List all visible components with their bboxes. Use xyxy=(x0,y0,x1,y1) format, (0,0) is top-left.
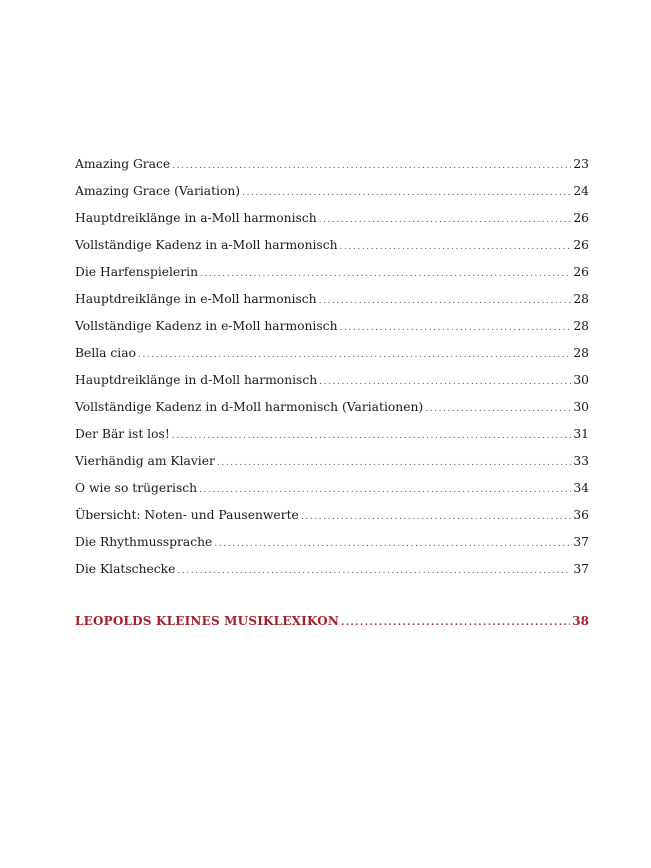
toc-leader-dots xyxy=(340,243,572,252)
toc-entry[interactable] xyxy=(75,319,589,346)
toc-entry-page: 37 xyxy=(573,535,589,549)
toc-entry-page: 33 xyxy=(573,454,589,468)
toc-leader-dots xyxy=(301,513,572,522)
toc-entry-title: Hauptdreiklänge in a-Moll harmonisch xyxy=(75,211,317,225)
toc-entry-title: Vierhändig am Klavier xyxy=(75,454,215,468)
toc-leader-dots xyxy=(200,270,571,279)
toc-entry[interactable] xyxy=(75,562,589,589)
toc-leader-dots xyxy=(319,216,572,225)
toc-entry[interactable] xyxy=(75,535,589,562)
toc-entry-page: 31 xyxy=(573,427,589,441)
toc-leader-dots xyxy=(319,378,571,387)
toc-leader-dots xyxy=(425,405,571,414)
toc-entry-page: 26 xyxy=(573,238,589,252)
toc-entry[interactable] xyxy=(75,481,589,508)
toc-leader-dots xyxy=(172,432,572,441)
toc-entry-page: 34 xyxy=(573,481,589,495)
toc-entry[interactable] xyxy=(75,292,589,319)
toc-entry-title: Amazing Grace (Variation) xyxy=(75,184,241,198)
toc-entry-page: 37 xyxy=(573,562,589,576)
toc-entry[interactable] xyxy=(75,346,589,373)
toc-leader-dots xyxy=(217,459,571,468)
toc-entry-title: Vollständige Kadenz in e-Moll harmonisch xyxy=(75,319,338,333)
toc-entry-page: 23 xyxy=(573,157,589,171)
toc-entry-page: 26 xyxy=(573,265,589,279)
toc-entry-page: 26 xyxy=(573,211,589,225)
toc-entry-title: O wie so trügerisch xyxy=(75,481,198,495)
toc-leader-dots xyxy=(177,567,571,576)
table-of-contents xyxy=(75,157,589,628)
toc-entry-page: 28 xyxy=(573,292,589,306)
toc-entry[interactable] xyxy=(75,184,589,211)
toc-entry-title: Hauptdreiklänge in d-Moll harmonisch xyxy=(75,373,318,387)
toc-entry[interactable] xyxy=(75,157,589,184)
toc-leader-dots xyxy=(138,351,571,360)
toc-entry[interactable] xyxy=(75,373,589,400)
toc-entry-title: Hauptdreiklänge in e-Moll harmonisch xyxy=(75,292,317,306)
toc-leader-dots xyxy=(242,189,571,198)
toc-leader-dots xyxy=(340,324,572,333)
toc-entry-page: 28 xyxy=(573,346,589,360)
toc-lexicon-page: 38 xyxy=(572,614,589,628)
toc-leader-dots xyxy=(319,297,572,306)
toc-entry-page: 36 xyxy=(573,508,589,522)
toc-entry-page: 30 xyxy=(573,400,589,414)
toc-entry-title: Amazing Grace xyxy=(75,157,171,171)
toc-entry-title: Bella ciao xyxy=(75,346,136,360)
toc-leader-dots xyxy=(214,540,571,549)
toc-leader-dots xyxy=(199,486,571,495)
toc-entry[interactable] xyxy=(75,265,589,292)
toc-entry[interactable] xyxy=(75,238,589,265)
toc-entry-title: Vollständige Kadenz in a-Moll harmonisch xyxy=(75,238,338,252)
toc-leader-dots xyxy=(341,619,570,628)
toc-entry-page: 28 xyxy=(573,319,589,333)
toc-entry[interactable] xyxy=(75,454,589,481)
toc-entry-title: Übersicht: Noten- und Pausenwerte xyxy=(75,508,299,522)
toc-entry-title: Die Harfenspielerin xyxy=(75,265,198,279)
toc-lexicon-title: LEOPOLDS KLEINES MUSIKLEXIKON xyxy=(75,614,340,628)
toc-entry-title: Der Bär ist los! xyxy=(75,427,170,441)
toc-entry[interactable] xyxy=(75,400,589,427)
toc-entry-page: 30 xyxy=(573,373,589,387)
toc-entry-title: Vollständige Kadenz in d-Moll harmonisch (Variationen) xyxy=(75,400,424,414)
toc-entry-page: 24 xyxy=(573,184,589,198)
toc-entry-lexicon[interactable] xyxy=(75,614,589,641)
toc-entry[interactable] xyxy=(75,508,589,535)
toc-entry[interactable] xyxy=(75,427,589,454)
toc-entry[interactable] xyxy=(75,211,589,238)
toc-entry-title: Die Klatschecke xyxy=(75,562,176,576)
toc-leader-dots xyxy=(172,162,571,171)
toc-entry-title: Die Rhythmussprache xyxy=(75,535,213,549)
